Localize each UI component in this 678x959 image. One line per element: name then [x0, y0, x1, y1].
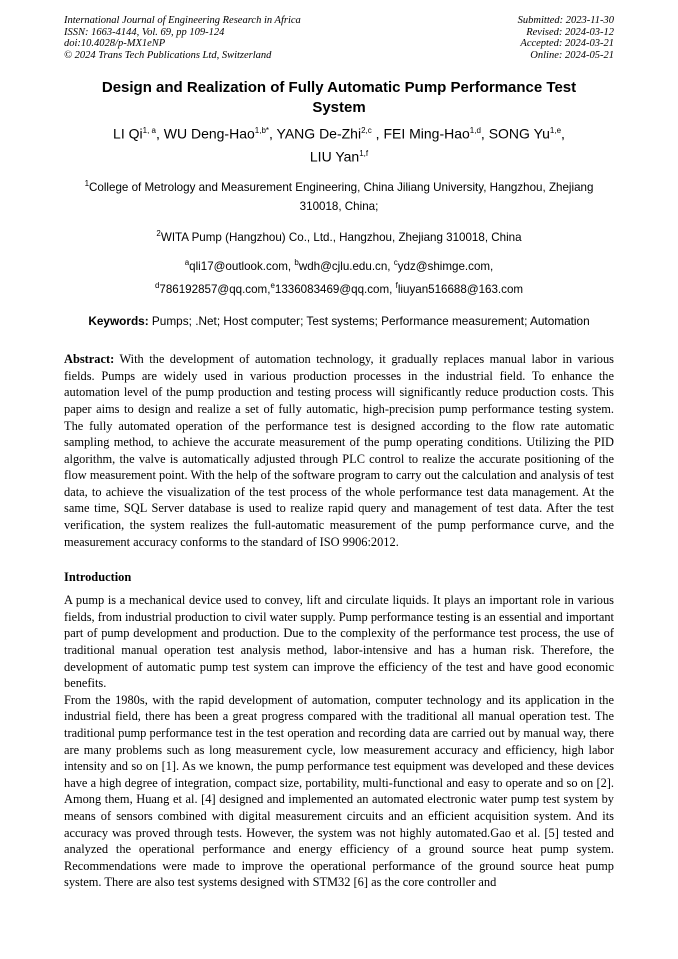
keywords-label: Keywords: — [88, 314, 149, 329]
publication-dates — [518, 15, 614, 61]
copyright: © 2024 Trans Tech Publications Ltd, Switzerland — [64, 49, 272, 61]
email-address: qli17@outlook.com, — [189, 260, 295, 274]
author-affiliation-marker: 1,f — [359, 149, 369, 159]
author-name: FEI Ming-Hao — [383, 126, 470, 143]
email-address: 786192857@qq.com, — [159, 283, 271, 297]
author-name: LI Qi — [113, 126, 143, 143]
introduction-heading: Introduction — [64, 570, 132, 585]
author-separator: , — [269, 126, 277, 143]
email-address: ydz@shimge.com, — [397, 260, 494, 274]
affiliation-1 — [64, 174, 614, 216]
journal-header — [64, 15, 614, 61]
email-address: 1336083469@qq.com, — [274, 283, 396, 297]
intro-paragraph-1: A pump is a mechanical device used to convey, lift and circulate liquids. It plays an important role in various fields, from industrial production to civil water supply. Pump performance testing is an essential and important part of pump development and production. Due to the complexity of the performance test process, the use of traditional manual operation test analysis method, labor-intensive and has a human risk. Therefore, the development of automatic pump test system can improve the efficiency of the test and have good economic benefits. — [64, 593, 614, 691]
abstract-label: Abstract: — [64, 352, 115, 367]
author-list — [64, 121, 614, 166]
author-separator: , — [155, 126, 164, 143]
abstract — [64, 351, 614, 550]
paper-page — [64, 15, 614, 891]
revised-date: Revised: 2024-03-12 — [526, 26, 614, 38]
author-affiliation-marker: 2,c — [361, 126, 372, 136]
affiliation-1-marker: 1 — [84, 178, 90, 188]
author-emails — [64, 253, 614, 299]
author-separator: , — [371, 126, 384, 143]
email-marker: b — [294, 258, 299, 268]
author-name: SONG Yu — [488, 126, 550, 143]
issn: ISSN: 1663-4144, Vol. 69, pp 109-124 — [64, 26, 225, 38]
affiliation-2 — [64, 224, 614, 247]
affiliation-1-text: College of Metrology and Measurement Engineering, China Jiliang University, Hangzhou, Zhejiang 310018, China; — [89, 180, 594, 213]
email-marker: d — [154, 281, 160, 291]
author-name: YANG De-Zhi — [276, 126, 362, 143]
email-marker: a — [184, 258, 190, 268]
accepted-date: Accepted: 2024-03-21 — [520, 38, 614, 50]
paper-title: Design and Realization of Fully Automatic Pump Performance Test System — [101, 79, 577, 117]
affiliation-2-marker: 2 — [156, 228, 161, 238]
keywords — [64, 313, 614, 329]
email-address: wdh@cjlu.edu.cn, — [298, 260, 394, 274]
submitted-date: Submitted: 2023-11-30 — [517, 15, 614, 26]
email-marker: c — [393, 258, 398, 268]
email-marker: f — [395, 281, 398, 291]
journal-info — [64, 15, 301, 61]
author-name: WU Deng-Hao — [163, 126, 255, 143]
author-affiliation-marker: 1,b* — [254, 126, 270, 136]
email-marker: e — [270, 281, 275, 291]
author-name: LIU Yan — [309, 148, 360, 165]
abstract-text: With the development of automation technology, it gradually replaces manual labor in various fields. Pumps are widely used in various production processes in the industrial field. To enhance the automation level of the pump production and testing process will significantly reduce production costs. This paper aims to design and realize a set of fully automatic, high-precision pump performance testing system. The fully automated operation of the performance test is designed according to the flow rate automatic sampling method, to achieve the accurate measurement of the pump operating conditions. Utilizing the PID algorithm, the valve is automatically adjusted through PLC control to realize the accurate positioning of the flow measurement point. With the help of the software program to carry out the calculation and analysis of test data, to achieve the visualization of the test process of the whole performance test data management. At the same time, SQL Server database is used to realize rapid query and management of test data. After the test verification, the system realizes the full-automatic measurement of the pump performance curve, and the measurement accuracy conforms to the standard of ISO 9906:2012. — [64, 352, 614, 549]
author-affiliation-marker: 1,d — [469, 126, 481, 136]
email-address: liuyan516688@163.com — [397, 283, 524, 297]
author-separator: , — [480, 126, 489, 143]
affiliation-2-text: WITA Pump (Hangzhou) Co., Ltd., Hangzhou, Zhejiang 310018, China — [160, 230, 522, 244]
doi: doi:10.4028/p-MX1eNP — [64, 38, 166, 50]
journal-name: International Journal of Engineering Research in Africa — [64, 15, 301, 26]
author-separator: , — [561, 126, 565, 143]
author-affiliation-marker: 1,e — [549, 126, 562, 136]
keywords-text: Pumps; .Net; Host computer; Test systems; Performance measurement; Automation — [148, 314, 590, 329]
online-date: Online: 2024-05-21 — [530, 49, 614, 61]
author-affiliation-marker: 1, a — [142, 126, 156, 136]
intro-paragraph-2: From the 1980s, with the rapid development of automation, computer technology and its application in the industrial field, there has been a great progress compared with the traditional all manual operation test. The traditional pump performance test in the test operation and recording data are carried out by manual way, there are many problems such as long measurement cycle, low measurement accuracy and efficiency, high labor intensity and so on [1]. As we known, the pump performance test equipment was developed and these devices have a high degree of integration, compact size, portability, multi-functional and easy to operate and so on [2]. Among them, Huang et al. [4] designed and implemented an automated electronic water pump test system by means of sensors combined with digital measurement circuits and an efficient acquisition system. And its accuracy was proved through tests. However, the system was not highly automated.Gao et al. [5] tested and analyzed the operational performance and energy efficiency of a ground source heat pump system. Recommendations were made to improve the operational performance of the ground source heat pump system. There are also test systems designed with STM32 [6] as the core controller and — [64, 692, 614, 890]
